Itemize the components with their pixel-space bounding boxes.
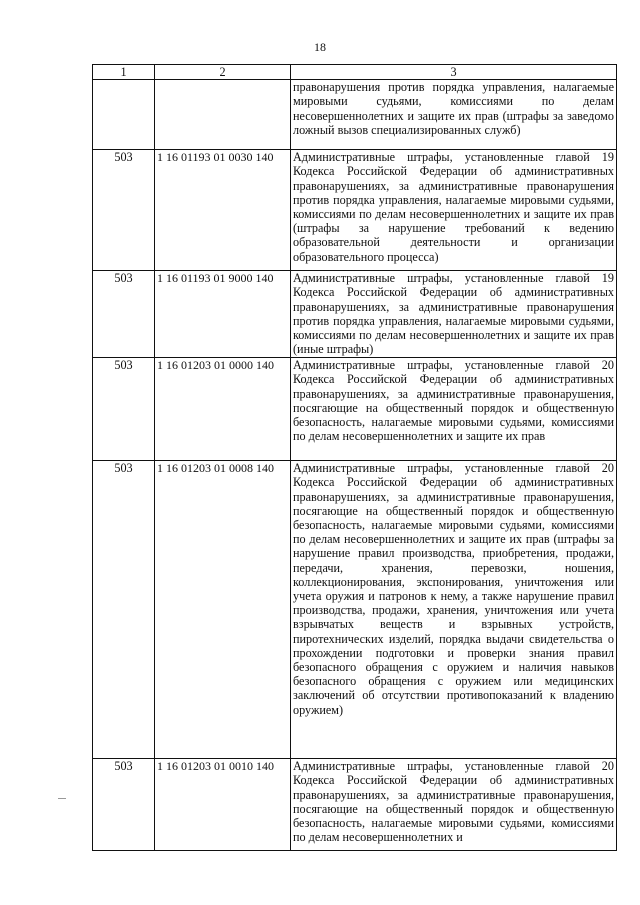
table-row: [93, 150, 617, 271]
table-row: [93, 759, 617, 851]
admin-code-cell: 503: [93, 461, 155, 759]
description-cell: Административные штрафы, установленные главой 20 Кодекса Российской Федерации об административных правонарушениях, за административные правонарушения, посягающие на общественный порядок и общественную безопасность, налагаемые мировыми судьями, комиссиями по делам несовершеннолетних и защите их прав: [291, 358, 617, 461]
budget-code-cell: 1 16 01203 01 0000 140: [155, 358, 291, 461]
description-cell: Административные штрафы, установленные главой 19 Кодекса Российской Федерации об административных правонарушениях, за административные правонарушения против порядка управления, налагаемые мировыми судьями, комиссиями по делам несовершеннолетних и защите их прав (штрафы за нарушение требований к ведению образовательной деятельности и организации образовательного процесса): [291, 150, 617, 271]
admin-code-cell: 503: [93, 358, 155, 461]
table-row: [93, 461, 617, 759]
description-cell: Административные штрафы, установленные главой 19 Кодекса Российской Федерации об административных правонарушениях, за административные правонарушения против порядка управления, налагаемые мировыми судьями, комиссиями по делам несовершеннолетних и защите их прав (иные штрафы): [291, 271, 617, 358]
admin-code-cell: 503: [93, 759, 155, 851]
table-row: [93, 271, 617, 358]
budget-code-cell: 1 16 01203 01 0010 140: [155, 759, 291, 851]
column-header-description: 3: [291, 65, 617, 80]
description-cell: Административные штрафы, установленные главой 20 Кодекса Российской Федерации об административных правонарушениях, за административные правонарушения, посягающие на общественный порядок и общественную безопасность, налагаемые мировыми судьями, комиссиями по делам несовершеннолетних и защите их прав (штрафы за нарушение правил производства, приобретения, продажи, передачи, хранения, перевозки, ношения, коллекционирования, экспонирования, уничтожения или учета оружия и патронов к нему, а также нарушение правил производства, продажи, хранения, уничтожения или учета взрывчатых веществ и взрывных устройств, пиротехнических изделий, порядка выдачи свидетельства о прохождении подготовки и проверки знания правил безопасного обращения с оружием и наличия навыков безопасного обращения с оружием или медицинских заключений об отсутствии противопоказаний к владению оружием): [291, 461, 617, 759]
table-header-row: [93, 65, 617, 80]
description-cell: Административные штрафы, установленные главой 20 Кодекса Российской Федерации об административных правонарушениях, за административные правонарушения, посягающие на общественный порядок и общественную безопасность, налагаемые мировыми судьями, комиссиями по делам несовершеннолетних и: [291, 759, 617, 851]
budget-code-cell: 1 16 01193 01 9000 140: [155, 271, 291, 358]
admin-code-cell: [93, 80, 155, 150]
budget-codes-table: [92, 64, 617, 851]
scan-mark: [58, 798, 66, 799]
budget-code-cell: 1 16 01193 01 0030 140: [155, 150, 291, 271]
description-cell: правонарушения против порядка управления, налагаемые мировыми судьями, комиссиями по делам несовершеннолетних и защите их прав (штрафы за заведомо ложный вызов специализированных служб): [291, 80, 617, 150]
admin-code-cell: 503: [93, 150, 155, 271]
table-row: [93, 358, 617, 461]
page-number: 18: [314, 40, 326, 54]
budget-code-cell: [155, 80, 291, 150]
table-row: [93, 80, 617, 150]
budget-code-cell: 1 16 01203 01 0008 140: [155, 461, 291, 759]
column-header-admin: 1: [93, 65, 155, 80]
admin-code-cell: 503: [93, 271, 155, 358]
column-header-code: 2: [155, 65, 291, 80]
